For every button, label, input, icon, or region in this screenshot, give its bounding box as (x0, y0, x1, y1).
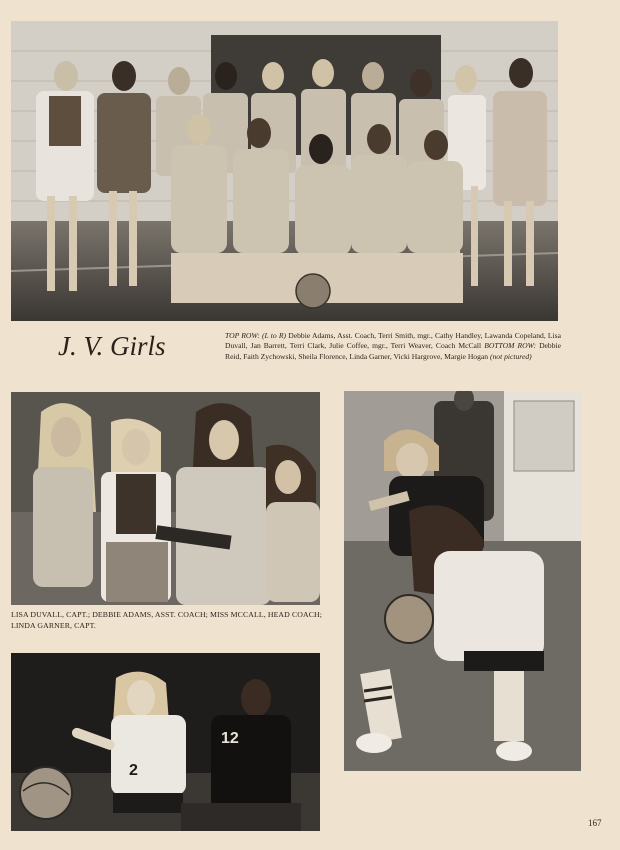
bottom-row-lead: BOTTOM ROW: (484, 341, 536, 351)
dribble-action-photo (11, 653, 320, 831)
not-pictured-note: (not pictured) (489, 351, 532, 361)
team-caption (225, 331, 561, 362)
coaches-meeting-photo (11, 392, 320, 605)
white-jersey-number: 2 (129, 762, 138, 779)
scramble-action-photo (344, 391, 581, 771)
dark-jersey-number: 12 (221, 730, 239, 747)
dribble-action-image (11, 653, 320, 831)
bottom-row-names: Debbie Reid, Faith Zychowski, Sheila Florence, Linda Garner, Vicki Hargrove, Margie Hogan (225, 341, 561, 361)
top-row-lead: TOP ROW: (L to R) (225, 331, 287, 340)
scramble-action-image (344, 391, 581, 771)
coaches-meeting-image (11, 392, 320, 605)
team-photo (11, 21, 558, 321)
meeting-caption: LISA DUVALL, CAPT.; DEBBIE ADAMS, ASST. COACH; MISS MCCALL, HEAD COACH; LINDA GARNER, CAPT. (11, 610, 322, 630)
team-photo-image (11, 21, 558, 321)
page-heading: J. V. Girls (58, 331, 166, 361)
page-number: 167 (588, 818, 602, 828)
top-row-names: Debbie Adams, Asst. Coach, Terri Smith, mgr., Cathy Handley, Lawanda Copeland, Lisa Duvall, Jan Barrett, Terri Clark, Julie Coffee, mgr., Terri Weaver, Coach McCall (225, 331, 561, 351)
